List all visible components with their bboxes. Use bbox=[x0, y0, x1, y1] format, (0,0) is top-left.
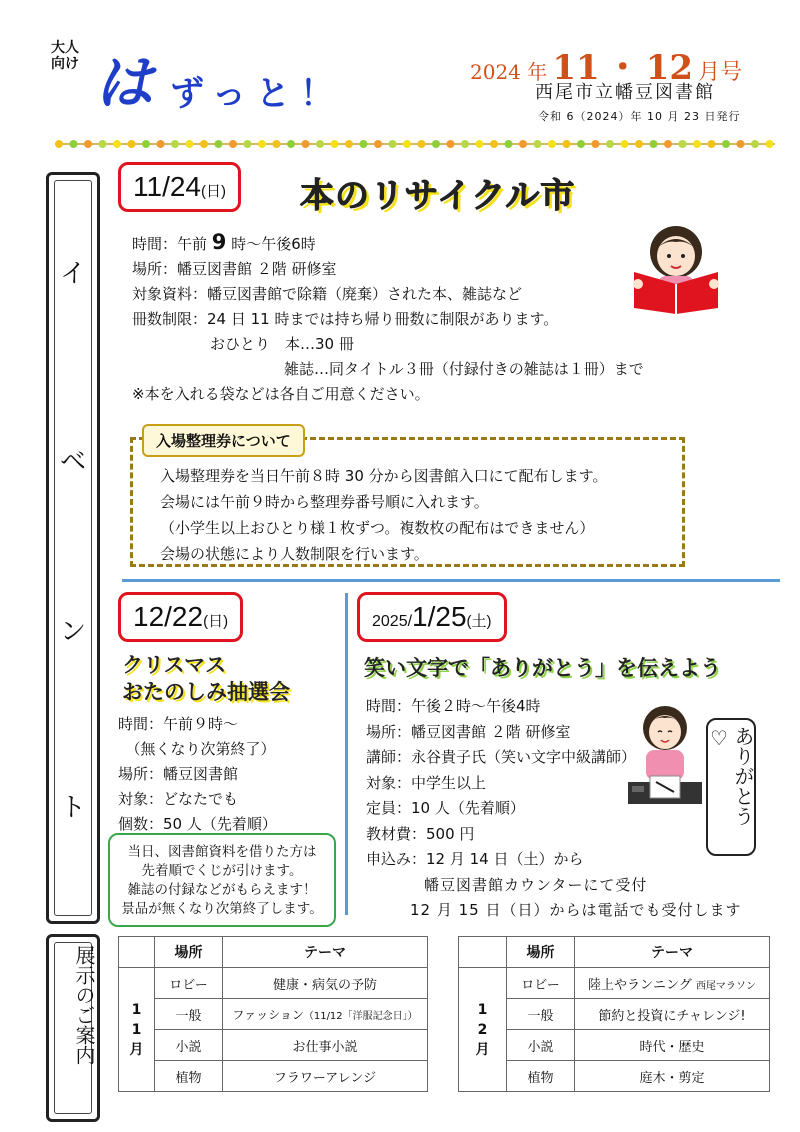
event2-title-line2: おたのしみ抽選会 bbox=[122, 680, 290, 704]
ticket-notice-label: 入場整理券について bbox=[142, 424, 305, 457]
divider-dot bbox=[273, 140, 281, 148]
event3-year: 2025 bbox=[372, 613, 408, 630]
event2-line: 時間：午前９時～ bbox=[118, 715, 239, 733]
side-char-1: イ bbox=[59, 259, 86, 289]
divider-dot bbox=[766, 140, 774, 148]
event1-time-suffix: 時～午後6時 bbox=[231, 235, 316, 253]
place-cell: ロビー bbox=[507, 968, 575, 999]
notice-line: 会場の状態により人数制限を行います。 bbox=[160, 545, 429, 563]
event1-materials: 対象資料：幡豆図書館で除籍（廃棄）された本、雑誌など bbox=[132, 285, 523, 303]
event1-date: 11/24 bbox=[133, 171, 201, 202]
divider-dot bbox=[287, 140, 295, 148]
divider-dot bbox=[722, 140, 730, 148]
theme-cell: 庭木・剪定 bbox=[575, 1061, 770, 1092]
divider-dot bbox=[534, 140, 542, 148]
event3-line: 対象：中学生以上 bbox=[366, 773, 487, 792]
event3-apply-line2: 幡豆図書館カウンターにて受付 bbox=[424, 875, 648, 894]
event2-weekday: (日) bbox=[203, 613, 229, 630]
divider-dot bbox=[606, 140, 614, 148]
divider-dot bbox=[229, 140, 237, 148]
theme-cell: ファッション（11/12「洋服記念日」） bbox=[223, 999, 428, 1030]
event1-date-box bbox=[118, 162, 241, 212]
ticket-notice-body bbox=[160, 463, 607, 567]
divider-dot bbox=[186, 140, 194, 148]
lottery-note-line: 景品が無くなり次第終了します。 bbox=[121, 901, 323, 917]
theme-cell: お仕事小説 bbox=[223, 1030, 428, 1061]
event2-line: 場所：幡豆図書館 bbox=[118, 765, 239, 783]
table-header-row bbox=[459, 937, 770, 968]
theme-note: 西尾マラソン bbox=[695, 980, 756, 992]
event3-line: 申込み：12 月 14 日（土）から bbox=[366, 850, 584, 868]
issue-month-2: 12 bbox=[645, 48, 694, 88]
exhibit-side-label bbox=[46, 934, 100, 1122]
side-char-4: ト bbox=[59, 793, 86, 823]
divider-dot bbox=[592, 140, 600, 148]
event3-date-box: 2025/1/25(土) bbox=[357, 592, 507, 642]
place-cell: 植物 bbox=[507, 1061, 575, 1092]
divider-dot bbox=[374, 140, 382, 148]
section-divider-vertical bbox=[345, 593, 348, 915]
divider-dot bbox=[200, 140, 208, 148]
divider-dot bbox=[55, 140, 63, 148]
divider-dot bbox=[751, 140, 759, 148]
publish-date: 令和 6（2024）年 10 月 23 日発行 bbox=[538, 110, 741, 123]
event3-title: 笑い文字で「ありがとう」を伝えよう bbox=[364, 656, 721, 680]
table-row bbox=[119, 999, 428, 1030]
place-cell: 一般 bbox=[507, 999, 575, 1030]
side-char-2: ベ bbox=[59, 447, 86, 477]
notice-line: （小学生以上おひとり様１枚ずつ。複数枚の配布はできません） bbox=[160, 519, 595, 537]
place-cell: 植物 bbox=[155, 1061, 223, 1092]
divider-dot bbox=[563, 140, 571, 148]
divider-dot bbox=[113, 140, 121, 148]
event1-details bbox=[132, 230, 644, 407]
event2-details bbox=[118, 712, 277, 837]
side-char-3: ン bbox=[59, 617, 86, 647]
divider-dot bbox=[650, 140, 658, 148]
divider-dot bbox=[432, 140, 440, 148]
divider-dot bbox=[99, 140, 107, 148]
header-place: 場所 bbox=[155, 937, 223, 968]
divider-dot bbox=[447, 140, 455, 148]
event2-line: 個数：50 人（先着順） bbox=[118, 815, 277, 833]
theme-cell: フラワーアレンジ bbox=[223, 1061, 428, 1092]
divider-dot bbox=[302, 140, 310, 148]
divider-dot bbox=[316, 140, 324, 148]
divider-dot bbox=[737, 140, 745, 148]
issue-sep: ・ bbox=[605, 48, 640, 88]
event3-apply-line3: 12 月 15 日（日）からは電話でも受付します bbox=[410, 901, 742, 919]
event2-line: （無くなり次第終了） bbox=[118, 740, 276, 758]
event1-title: 本のリサイクル市 bbox=[300, 176, 576, 216]
event1-place: 場所：幡豆図書館 ２階 研修室 bbox=[132, 260, 337, 278]
place-cell: 小説 bbox=[507, 1030, 575, 1061]
event3-line: 時間：午後２時～午後4時 bbox=[366, 697, 541, 715]
notice-line: 入場整理券を当日午前８時 30 分から図書館入口にて配布します。 bbox=[160, 467, 608, 485]
table-row bbox=[119, 1030, 428, 1061]
header-theme: テーマ bbox=[223, 937, 428, 968]
newsletter-logo-rest: ずっと！ bbox=[170, 74, 344, 114]
event1-time bbox=[132, 230, 644, 257]
event3-line: 場所：幡豆図書館 ２階 研修室 bbox=[366, 722, 571, 741]
divider-dot bbox=[577, 140, 585, 148]
divider-dot bbox=[128, 140, 136, 148]
lottery-note-box bbox=[108, 833, 336, 927]
event2-date-box bbox=[118, 592, 243, 642]
month-cell-november: 11月 bbox=[119, 968, 155, 1092]
theme-cell: 時代・歴史 bbox=[575, 1030, 770, 1061]
divider-dot bbox=[461, 140, 469, 148]
exhibit-table-november bbox=[118, 936, 428, 1092]
newsletter-logo-ha: は bbox=[95, 49, 154, 117]
event3-date: 1/25 bbox=[412, 601, 467, 632]
notice-line: 会場には午前９時から整理券番号順に入れます。 bbox=[160, 493, 489, 511]
divider-dot bbox=[171, 140, 179, 148]
divider-dot bbox=[84, 140, 92, 148]
divider-dot bbox=[331, 140, 339, 148]
place-cell: 小説 bbox=[155, 1030, 223, 1061]
event3-line: 教材費：500 円 bbox=[366, 824, 475, 843]
event1-limit: 冊数制限：24 日 11 時までは持ち帰り冊数に制限があります。 bbox=[132, 310, 559, 328]
dotted-divider bbox=[55, 138, 775, 150]
divider-dot bbox=[505, 140, 513, 148]
divider-dot bbox=[360, 140, 368, 148]
divider-dot bbox=[244, 140, 252, 148]
issue-suffix: 月号 bbox=[698, 60, 743, 85]
divider-dot bbox=[389, 140, 397, 148]
event1-time-hour: 9 bbox=[211, 230, 227, 254]
divider-dot bbox=[345, 140, 353, 148]
lottery-note-line: 当日、図書館資料を借りた方は bbox=[127, 844, 317, 860]
event2-title-line1: クリスマス bbox=[122, 653, 227, 677]
divider-dot bbox=[708, 140, 716, 148]
divider-dot bbox=[476, 140, 484, 148]
table-corner bbox=[119, 937, 155, 968]
theme-note: （11/12「洋服記念日」） bbox=[303, 1010, 418, 1022]
divider-dot bbox=[548, 140, 556, 148]
lottery-note-line: 先着順でくじが引けます。 bbox=[141, 863, 303, 879]
event3-line: 定員：10 人（先着順） bbox=[366, 799, 525, 817]
audience-tag: 大人向け bbox=[51, 40, 79, 72]
calligraphy-woman-illustration bbox=[624, 700, 706, 810]
lottery-note-line: 雑誌の付録などがもらえます！ bbox=[127, 882, 317, 898]
divider-dot bbox=[157, 140, 165, 148]
place-cell: ロビー bbox=[155, 968, 223, 999]
table-row bbox=[119, 968, 428, 999]
issue-year: 2024 年 bbox=[470, 60, 548, 84]
event2-date: 12/22 bbox=[133, 601, 204, 632]
divider-dot bbox=[142, 140, 150, 148]
divider-dot bbox=[679, 140, 687, 148]
divider-dot bbox=[215, 140, 223, 148]
divider-dot bbox=[664, 140, 672, 148]
event1-bag-note: ※本を入れる袋などは各自ご用意ください。 bbox=[132, 385, 430, 403]
header-theme: テーマ bbox=[575, 937, 770, 968]
divider-dot bbox=[519, 140, 527, 148]
table-row bbox=[459, 968, 770, 999]
event3-line: 講師：永谷貴子氏（笑い文字中級講師） bbox=[366, 748, 637, 766]
exhibit-table-december bbox=[458, 936, 770, 1092]
library-name: 西尾市立幡豆図書館 bbox=[535, 82, 715, 103]
event3-weekday: (土) bbox=[466, 613, 492, 630]
event1-limit-magazines: 雑誌…同タイトル３冊（付録付きの雑誌は１冊）まで bbox=[284, 360, 644, 378]
divider-dot bbox=[258, 140, 266, 148]
table-corner bbox=[459, 937, 507, 968]
event2-title bbox=[122, 652, 290, 706]
event1-time-prefix: 時間：午前 bbox=[132, 235, 208, 253]
theme-cell: 陸上やランニング 西尾マラソン bbox=[575, 968, 770, 999]
divider-dot bbox=[418, 140, 426, 148]
divider-dot bbox=[635, 140, 643, 148]
event1-limit-books: おひとり 本…30 冊 bbox=[210, 335, 354, 353]
table-row bbox=[119, 1061, 428, 1092]
divider-dot bbox=[70, 140, 78, 148]
divider-dot bbox=[693, 140, 701, 148]
section-divider-horizontal bbox=[122, 579, 780, 582]
divider-dot bbox=[403, 140, 411, 148]
event1-weekday: (日) bbox=[201, 183, 226, 200]
divider-dot bbox=[621, 140, 629, 148]
theme-cell: 節約と投資にチャレンジ! bbox=[575, 999, 770, 1030]
theme-cell: 健康・病気の予防 bbox=[223, 968, 428, 999]
month-cell-december: 12月 bbox=[459, 968, 507, 1092]
issue-month-1: 11 bbox=[552, 48, 600, 88]
event2-line: 対象：どなたでも bbox=[118, 790, 239, 808]
thank-you-speech-bubble: ありがとう♡ bbox=[706, 718, 756, 856]
exhibit-label: 展示のご案内 bbox=[72, 945, 96, 1065]
place-cell: 一般 bbox=[155, 999, 223, 1030]
event-side-label bbox=[46, 172, 100, 924]
divider-dot bbox=[490, 140, 498, 148]
table-header-row bbox=[119, 937, 428, 968]
header-place: 場所 bbox=[507, 937, 575, 968]
